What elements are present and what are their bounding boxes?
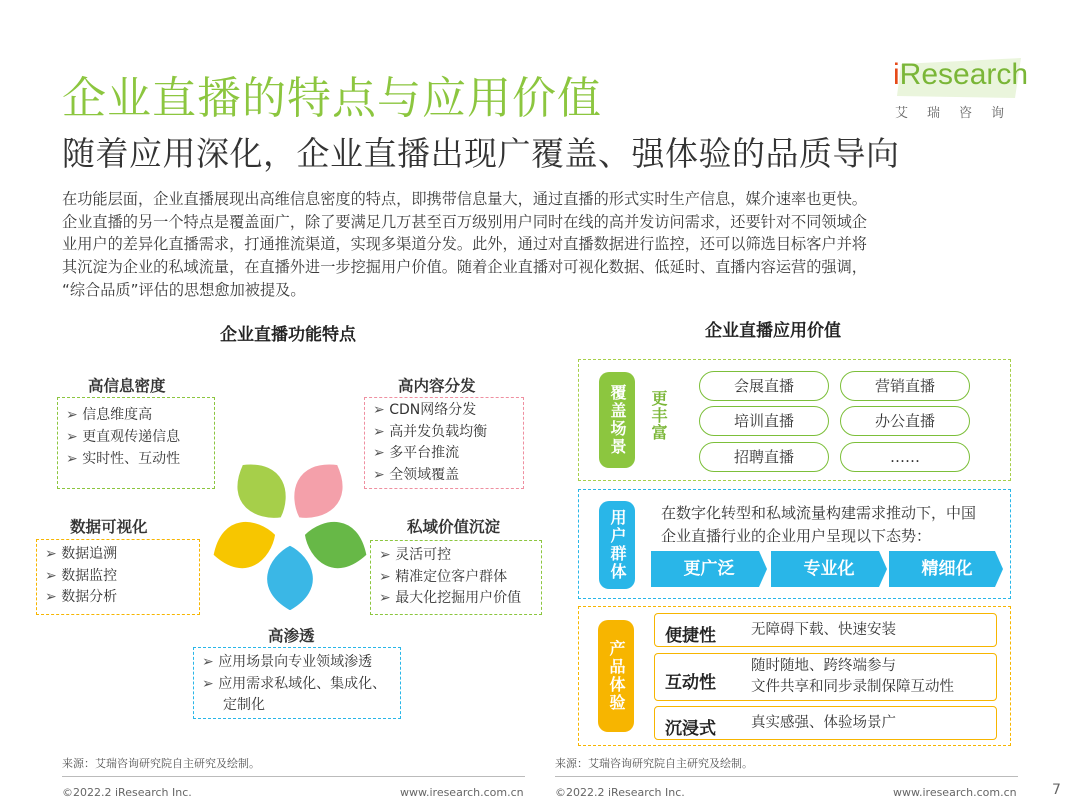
users-description bbox=[661, 502, 976, 548]
feature-item: ➢ 应用需求私域化、集成化、 bbox=[202, 674, 392, 696]
experience-label: 产品体验 bbox=[598, 620, 634, 732]
website-right: www.iresearch.com.cn bbox=[893, 786, 1017, 799]
feature-flower-diagram bbox=[205, 448, 375, 610]
paragraph-line: “综合品质”评估的思想愈加被提及。 bbox=[62, 280, 306, 299]
petal-info-density bbox=[222, 449, 301, 533]
feature-box-info-density bbox=[57, 397, 215, 489]
feature-box-penetration bbox=[193, 647, 401, 719]
website-left: www.iresearch.com.cn bbox=[400, 786, 524, 799]
experience-row-desc: 真实感强、体验场景广 bbox=[751, 715, 896, 731]
scene-pill: 会展直播 bbox=[699, 371, 829, 401]
feature-item: ➢ 数据追溯 bbox=[45, 544, 191, 566]
feature-item: ➢ 灵活可控 bbox=[379, 545, 533, 567]
feature-item: 定制化 bbox=[223, 697, 265, 713]
copyright-left: ©2022.2 iResearch Inc. bbox=[62, 786, 192, 799]
feature-title-distribution: 高内容分发 bbox=[398, 377, 476, 395]
users-panel bbox=[578, 489, 1011, 599]
feature-item: ➢ 更直观传递信息 bbox=[66, 426, 206, 448]
feature-item: ➢ 全领域覆盖 bbox=[373, 465, 515, 487]
petal-penetration bbox=[266, 544, 315, 610]
feature-item: ➢ 最大化挖掘用户价值 bbox=[379, 588, 533, 610]
paragraph-line: 企业直播的另一个特点是覆盖面广，除了要满足几万甚至百万级别用户同时在线的高并发访问需求，还要针对不同领域企 bbox=[62, 212, 867, 231]
scene-pill: …… bbox=[840, 442, 970, 472]
feature-item: ➢ 精准定位客户群体 bbox=[379, 567, 533, 589]
page-title: 企业直播的特点与应用价值 bbox=[62, 73, 602, 124]
feature-box-distribution bbox=[364, 397, 524, 489]
scene-pill: 办公直播 bbox=[840, 406, 970, 436]
feature-box-visualization bbox=[36, 539, 200, 615]
feature-title-private-value: 私域价值沉淀 bbox=[407, 518, 501, 536]
intro-paragraph bbox=[62, 188, 1030, 302]
experience-row-interactivity bbox=[654, 653, 997, 701]
experience-desc-line: 文件共享和同步录制保障互动性 bbox=[751, 679, 954, 695]
paragraph-line: 业用户的差异化直播需求，打通推流渠道，实现多渠道分发。此外，通过对直播数据进行监控，还可以筛选目标客户并将 bbox=[62, 235, 867, 254]
users-text-line: 企业直播行业的企业用户呈现以下态势： bbox=[661, 527, 932, 545]
user-tag: 精细化 bbox=[921, 559, 973, 579]
feature-item: ➢ CDN网络分发 bbox=[373, 400, 515, 422]
coverage-panel bbox=[578, 359, 1011, 481]
coverage-side-label: 更丰富 bbox=[649, 390, 668, 441]
footer-divider-left bbox=[62, 776, 525, 777]
users-label: 用户群体 bbox=[599, 501, 635, 589]
petal-distribution bbox=[279, 449, 358, 533]
feature-item: ➢ 实时性、互动性 bbox=[66, 448, 206, 470]
scene-pill: 培训直播 bbox=[699, 406, 829, 436]
experience-row-desc bbox=[751, 656, 954, 698]
page-subtitle: 随着应用深化，企业直播出现广覆盖、强体验的品质导向 bbox=[62, 134, 900, 173]
experience-row-name: 便捷性 bbox=[665, 626, 716, 646]
page-number: 7 bbox=[1052, 782, 1061, 798]
feature-item: ➢ 信息维度高 bbox=[66, 404, 206, 426]
experience-row-immersive bbox=[654, 706, 997, 740]
experience-row-name: 沉浸式 bbox=[665, 719, 716, 739]
left-section-title: 企业直播功能特点 bbox=[220, 325, 356, 345]
source-note-right: 来源：艾瑞咨询研究院自主研究及绘制。 bbox=[555, 757, 753, 770]
feature-item: ➢ 数据监控 bbox=[45, 566, 191, 588]
user-tag: 专业化 bbox=[803, 559, 855, 579]
feature-box-private-value bbox=[370, 540, 542, 615]
feature-title-info-density: 高信息密度 bbox=[88, 377, 166, 395]
feature-item: ➢ 应用场景向专业领域渗透 bbox=[202, 652, 392, 674]
iresearch-logo bbox=[893, 58, 1029, 128]
right-section-title: 企业直播应用价值 bbox=[705, 321, 841, 341]
footer-divider-right bbox=[555, 776, 1018, 777]
feature-title-visualization: 数据可视化 bbox=[70, 518, 148, 536]
experience-row-convenience bbox=[654, 613, 997, 647]
feature-item: ➢ 数据分析 bbox=[45, 587, 191, 609]
experience-row-desc: 无障碍下载、快速安装 bbox=[751, 622, 896, 638]
paragraph-line: 在功能层面，企业直播展现出高维信息密度的特点，即携带信息量大，通过直播的形式实时生产信息，媒介速率也更快。 bbox=[62, 190, 867, 208]
logo-subtitle: 艾瑞咨询 bbox=[895, 106, 1024, 121]
scene-pill: 招聘直播 bbox=[699, 442, 829, 472]
experience-row-name: 互动性 bbox=[665, 673, 716, 693]
user-tag: 更广泛 bbox=[683, 559, 735, 579]
copyright-right: ©2022.2 iResearch Inc. bbox=[555, 786, 685, 799]
coverage-label: 覆盖场景 bbox=[599, 372, 635, 468]
paragraph-line: 其沉淀为企业的私域流量，在直播外进一步挖掘用户价值。随着企业直播对可视化数据、低延时、直播内容运营的强调， bbox=[62, 258, 867, 277]
experience-desc-line: 随时随地、跨终端参与 bbox=[751, 658, 896, 674]
scene-pill: 营销直播 bbox=[840, 371, 970, 401]
feature-item: ➢ 高并发负载均衡 bbox=[373, 422, 515, 444]
feature-title-penetration: 高渗透 bbox=[268, 627, 315, 645]
source-note-left: 来源：艾瑞咨询研究院自主研究及绘制。 bbox=[62, 757, 260, 770]
users-text-line: 在数字化转型和私域流量构建需求推动下，中国 bbox=[661, 504, 977, 522]
feature-item: ➢ 多平台推流 bbox=[373, 443, 515, 465]
logo-wordmark: iResearch bbox=[893, 58, 1029, 91]
